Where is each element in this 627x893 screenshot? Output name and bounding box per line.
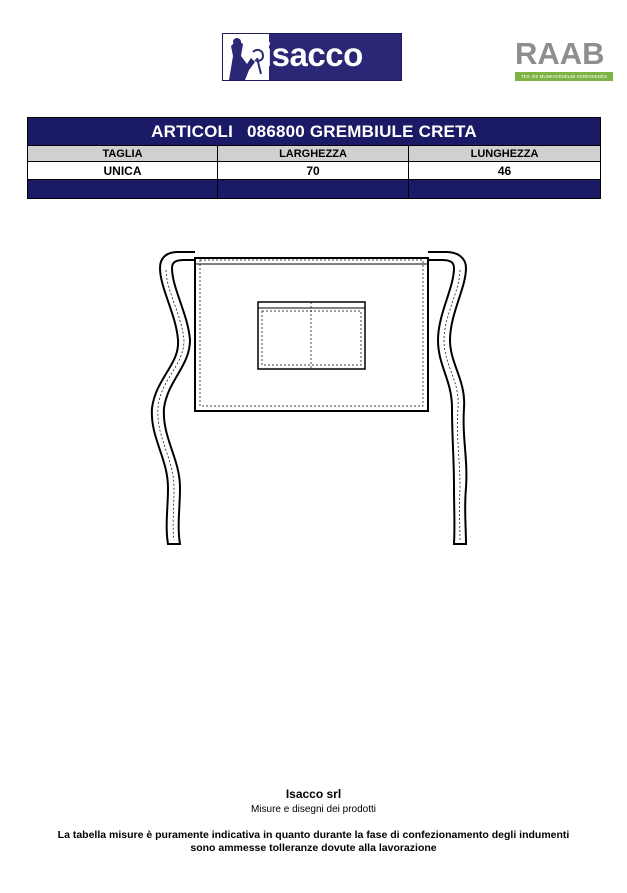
raab-tagline: TEX- ÉS MUNKAVÉDELMI KERESKEDÉS <box>515 72 613 81</box>
disclaimer-line-2: sono ammesse tolleranze dovute alla lavorazione <box>190 842 437 854</box>
header-lunghezza: LUNGHEZZA <box>409 146 601 162</box>
table-blank-row <box>28 180 601 199</box>
company-name: Isacco srl <box>285 787 342 801</box>
apron-body <box>195 258 428 411</box>
header-larghezza: LARGHEZZA <box>218 146 409 162</box>
size-table <box>27 117 601 199</box>
header-taglia: TAGLIA <box>28 146 218 162</box>
isacco-logo-text: isacco <box>263 36 363 73</box>
apron-left-tie <box>152 252 195 544</box>
blank-cell <box>409 180 601 199</box>
apron-drawing <box>150 248 480 548</box>
table-title <box>28 118 601 146</box>
document-subtitle: Misure e disegni dei prodotti <box>250 804 377 815</box>
table-title-row <box>28 118 601 146</box>
table-title-prefix: ARTICOLI <box>151 121 234 141</box>
raab-logo-text: RAAB <box>515 36 605 71</box>
isacco-logo <box>222 33 402 81</box>
cell-lunghezza: 46 <box>409 162 601 180</box>
table-row <box>28 162 601 180</box>
cell-taglia: UNICA <box>28 162 218 180</box>
disclaimer-line-1: La tabella misure è puramente indicativa in quanto durante la fase di confezionamento degli indumenti <box>57 829 570 841</box>
blank-cell <box>28 180 218 199</box>
apron-right-tie <box>428 252 466 544</box>
cell-larghezza: 70 <box>218 162 409 180</box>
table-header-row <box>28 146 601 162</box>
raab-logo <box>515 36 613 82</box>
table-title-code: 086800 GREMBIULE CRETA <box>247 121 477 141</box>
blank-cell <box>218 180 409 199</box>
disclaimer <box>0 829 627 855</box>
